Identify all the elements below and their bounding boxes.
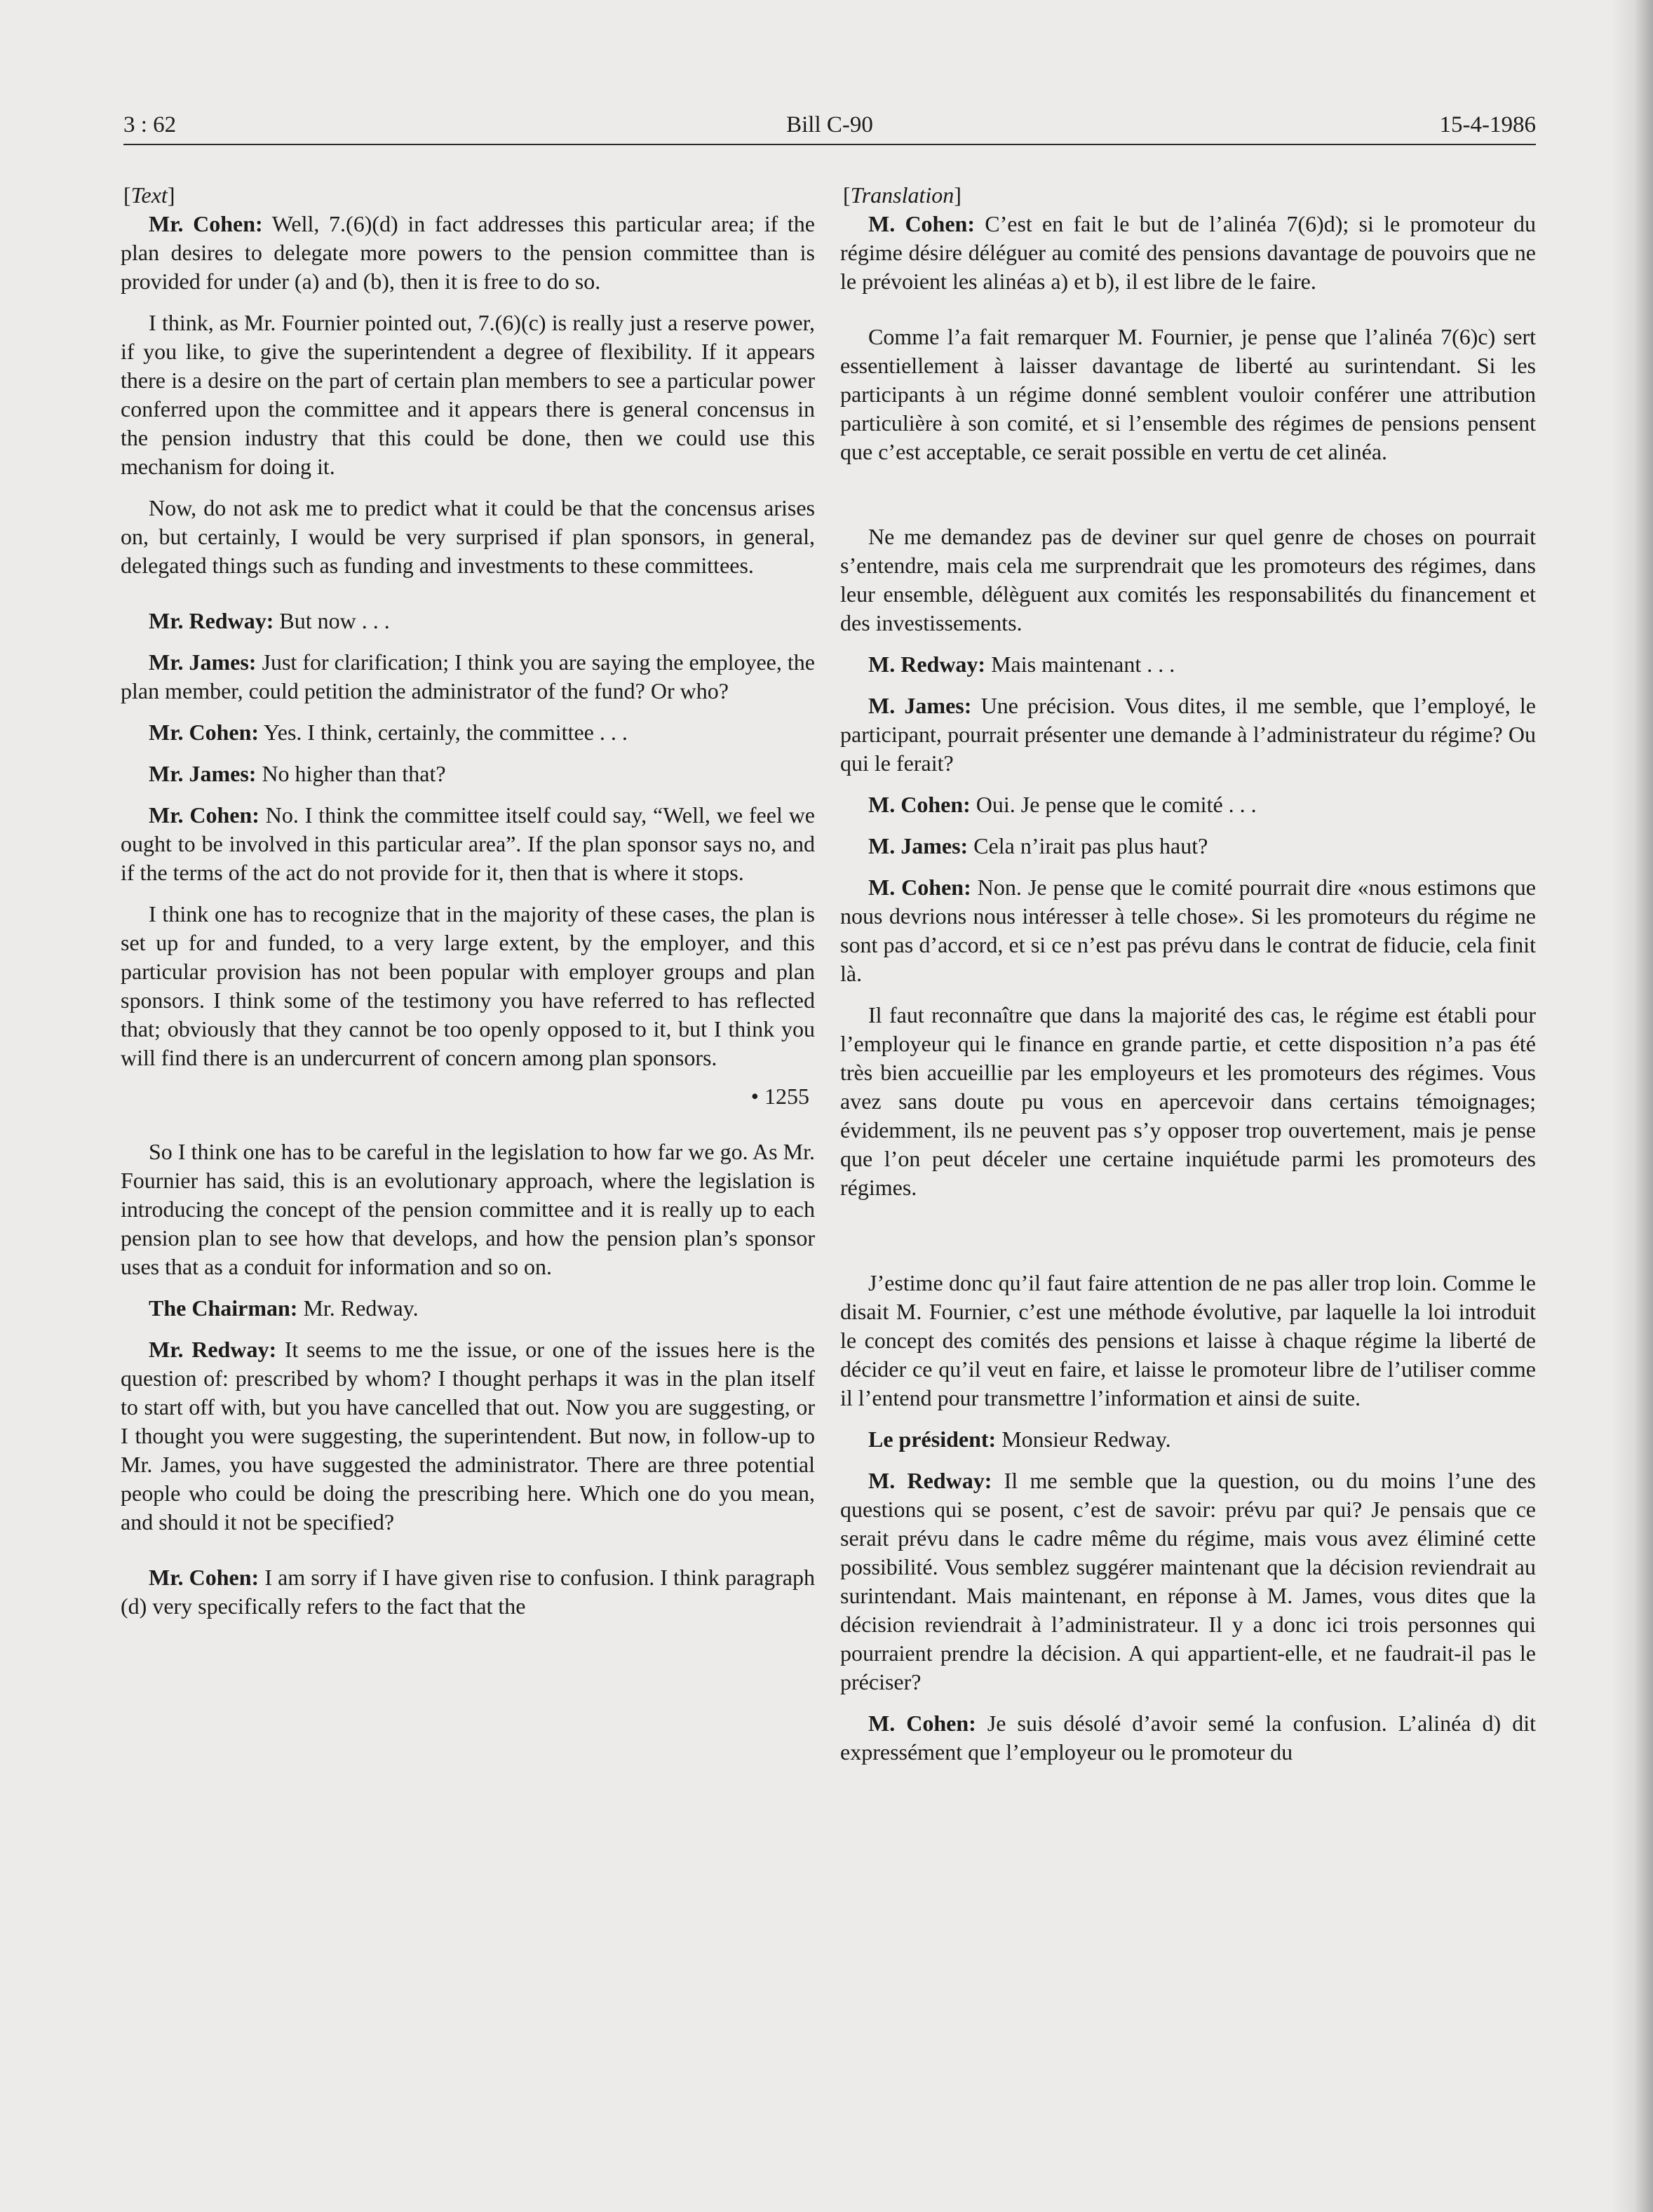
paragraph: So I think one has to be careful in the legislation to how far we go. As Mr. Fournier has said, this is an evolutionary approach, where the legislation is introducing the concept of the pension committee and it is really up to each pension plan to see how that develops, and how the pension plan’s sponsor uses that as a conduit for information and so on. [121, 1139, 815, 1279]
paragraph-speech: Mr. Redway: But now . . . [149, 608, 390, 633]
speaker-label: M. Cohen: [868, 1711, 976, 1736]
paragraph-speech: The Chairman: Mr. Redway. [149, 1295, 419, 1321]
speaker-label: Mr. Cohen: [149, 802, 259, 828]
paragraph: Comme l’a fait remarquer M. Fournier, je pense que l’alinéa 7(6)c) sert essentiellement à laisser davantage de liberté au surintendant. Si les participants à un régime donné semblent vouloir conférer une attribution particulière à son comité, et si l’ensemble des régimes de pensions pensent que c’est acceptable, ce serait possible en vertu de cet alinéa. [840, 324, 1536, 464]
header-rule [123, 144, 1536, 145]
paragraph: Ne me demandez pas de deviner sur quel genre de choses on pourrait s’entendre, mais cela me surprendrait que les promoteurs des régimes, dans leur ensemble, délèguent aux comités les responsabilités du financement et des investissements. [840, 524, 1536, 635]
english-column [121, 181, 815, 1621]
bill-title: Bill C-90 [786, 112, 873, 137]
speaker-label: Le président: [868, 1427, 997, 1452]
paragraph-speech: M. Cohen: C’est en fait le but de l’alinéa 7(6)d); si le promoteur du régime désire déléguer au comité des pensions davantage de pouvoirs que ne le prévoient les alinéas a) et b), il est libre de le faire. [840, 211, 1537, 294]
paragraph: Il faut reconnaître que dans la majorité des cas, le régime est établi pour l’employeur qui le finance en grande partie, et cette disposition n’a pas été très bien accueillie par les employeurs et les promoteurs des régimes. Vous avez sans doute pu vous en apercevoir dans certains témoignages; évidemment, ils ne peuvent pas s’y opposer trop ouvertement, mais je pense que l’on peut déceler une certaine inquiétude parmi les promoteurs des régimes. [840, 1002, 1536, 1200]
paragraph-speech: M. Redway: Mais maintenant . . . [868, 652, 1175, 677]
column-tag: [Text] [123, 182, 175, 208]
paragraph: Now, do not ask me to predict what it could be that the concensus arises on, but certainly, I would be very surprised if plan sponsors, in general, delegated things such as funding and investments to these committees. [121, 495, 815, 578]
speaker-label: M. Redway: [868, 1468, 992, 1493]
speaker-label: Mr. Redway: [149, 1337, 277, 1362]
speaker-label: Mr. Cohen: [149, 211, 263, 236]
paragraph-speech: Mr. Cohen: No. I think the committee itself could say, “Well, we feel we ought to be involved in this particular area”. If the plan sponsor says no, and if the terms of the act do not provide for it, then that is where it stops. [121, 802, 816, 885]
paragraph-speech: M. Cohen: Oui. Je pense que le comité . . . [868, 792, 1257, 817]
time-stamp: • 1255 [750, 1084, 809, 1109]
page-number: 3 : 62 [123, 112, 177, 137]
paragraph: I think, as Mr. Fournier pointed out, 7.(6)(c) is really just a reserve power, if you like, to give the superintendent a degree of flexibility. If it appears there is a desire on the part of certain plan members to see a particular power conferred upon the committee and it appears there is general concensus in the pension industry that this could be done, then we could use this mechanism for doing it. [121, 310, 815, 479]
speaker-label: The Chairman: [149, 1295, 298, 1321]
column-tag: [Translation] [843, 182, 962, 208]
paragraph-speech: M. Cohen: Je suis désolé d’avoir semé la confusion. L’alinéa d) dit expressément que l’employeur ou le promoteur du [840, 1711, 1537, 1765]
page-header [123, 112, 1536, 147]
paragraph-speech: M. Cohen: Non. Je pense que le comité pourrait dire «nous estimons que nous devrions nous intéresser à telle chose». Si les promoteurs du régime ne sont pas d’accord, et si ce n’est pas prévu dans le contrat de fiducie, cela finit là. [840, 875, 1537, 986]
speaker-label: Mr. Cohen: [149, 720, 259, 745]
paragraph-speech: M. James: Cela n’irait pas plus haut? [868, 833, 1208, 858]
paragraph-speech: Mr. James: No higher than that? [149, 761, 446, 786]
page-edge-shadow [1611, 0, 1653, 2212]
speaker-label: M. Cohen: [868, 875, 971, 900]
french-column [840, 181, 1536, 1767]
speaker-label: Mr. Cohen: [149, 1565, 259, 1590]
speaker-label: Mr. Redway: [149, 608, 274, 633]
paragraph-speech: M. Redway: Il me semble que la question, ou du moins l’une des questions qui se posent, c’est de savoir: prévu par qui? Je pensais que ce serait prévu dans le cadre même du régime, mais vous avez éliminé cette possibilité. Vous semblez suggérer maintenant que la décision reviendrait au surintendant. Mais maintenant, en réponse à M. James, vous dites que la décision reviendrait à l’administrateur. Il y a donc ici trois personnes qui pourraient prendre la décision. A qui appartient-elle, et ne faudrait-il pas le préciser? [840, 1468, 1537, 1694]
paragraph-speech: Mr. Redway: It seems to me the issue, or one of the issues here is the question of: prescribed by whom? I thought perhaps it was in the plan itself to start off with, but you have cancelled that out. Now you are suggesting, or I thought you were suggesting, the superintendent. But now, in follow-up to Mr. James, you have suggested the administrator. There are three potential people who could be doing the prescribing here. Which one do you mean, and should it not be specified? [121, 1337, 816, 1535]
paragraph-speech: Mr. Cohen: Yes. I think, certainly, the committee . . . [149, 720, 628, 745]
paragraph-speech: M. James: Une précision. Vous dites, il me semble, que l’employé, le participant, pourrait présenter une demande à l’administrateur du régime? Ou qui le ferait? [840, 693, 1537, 776]
speaker-label: M. Redway: [868, 652, 986, 677]
paragraph-speech: Le président: Monsieur Redway. [868, 1427, 1171, 1452]
speaker-label: M. James: [868, 833, 969, 858]
speaker-label: M. James: [868, 693, 972, 718]
speaker-label: Mr. James: [149, 649, 257, 675]
paragraph-speech: Mr. Cohen: Well, 7.(6)(d) in fact addresses this particular area; if the plan desires to delegate more powers to the pension committee than is provided for under (a) and (b), then it is free to do so. [121, 211, 816, 294]
paragraph: J’estime donc qu’il faut faire attention de ne pas aller trop loin. Comme le disait M. Fournier, c’est une méthode évolutive, par laquelle la loi introduit le concept des comités des pensions et laisse à chaque régime la liberté de décider ce qu’il veut en faire, et laisse le promoteur libre de l’utiliser comme il l’entend pour transmettre l’information et ainsi de suite. [840, 1270, 1536, 1410]
header-date: 15-4-1986 [1439, 112, 1536, 137]
speaker-label: Mr. James: [149, 761, 257, 786]
paragraph: I think one has to recognize that in the majority of these cases, the plan is set up for and funded, to a very large extent, by the employer, and this particular provision has not been popular with employer groups and plan sponsors. I think some of the testimony you have referred to has reflected that; obviously that they cannot be too openly opposed to it, but I think you will find there is an undercurrent of concern among plan sponsors. [121, 901, 815, 1070]
paragraph-speech: Mr. Cohen: I am sorry if I have given rise to confusion. I think paragraph (d) very specifically refers to the fact that the [121, 1565, 816, 1619]
speaker-label: M. Cohen: [868, 211, 976, 236]
speaker-label: M. Cohen: [868, 792, 971, 817]
paragraph-speech: Mr. James: Just for clarification; I think you are saying the employee, the plan member, could petition the administrator of the fund? Or who? [121, 649, 816, 703]
